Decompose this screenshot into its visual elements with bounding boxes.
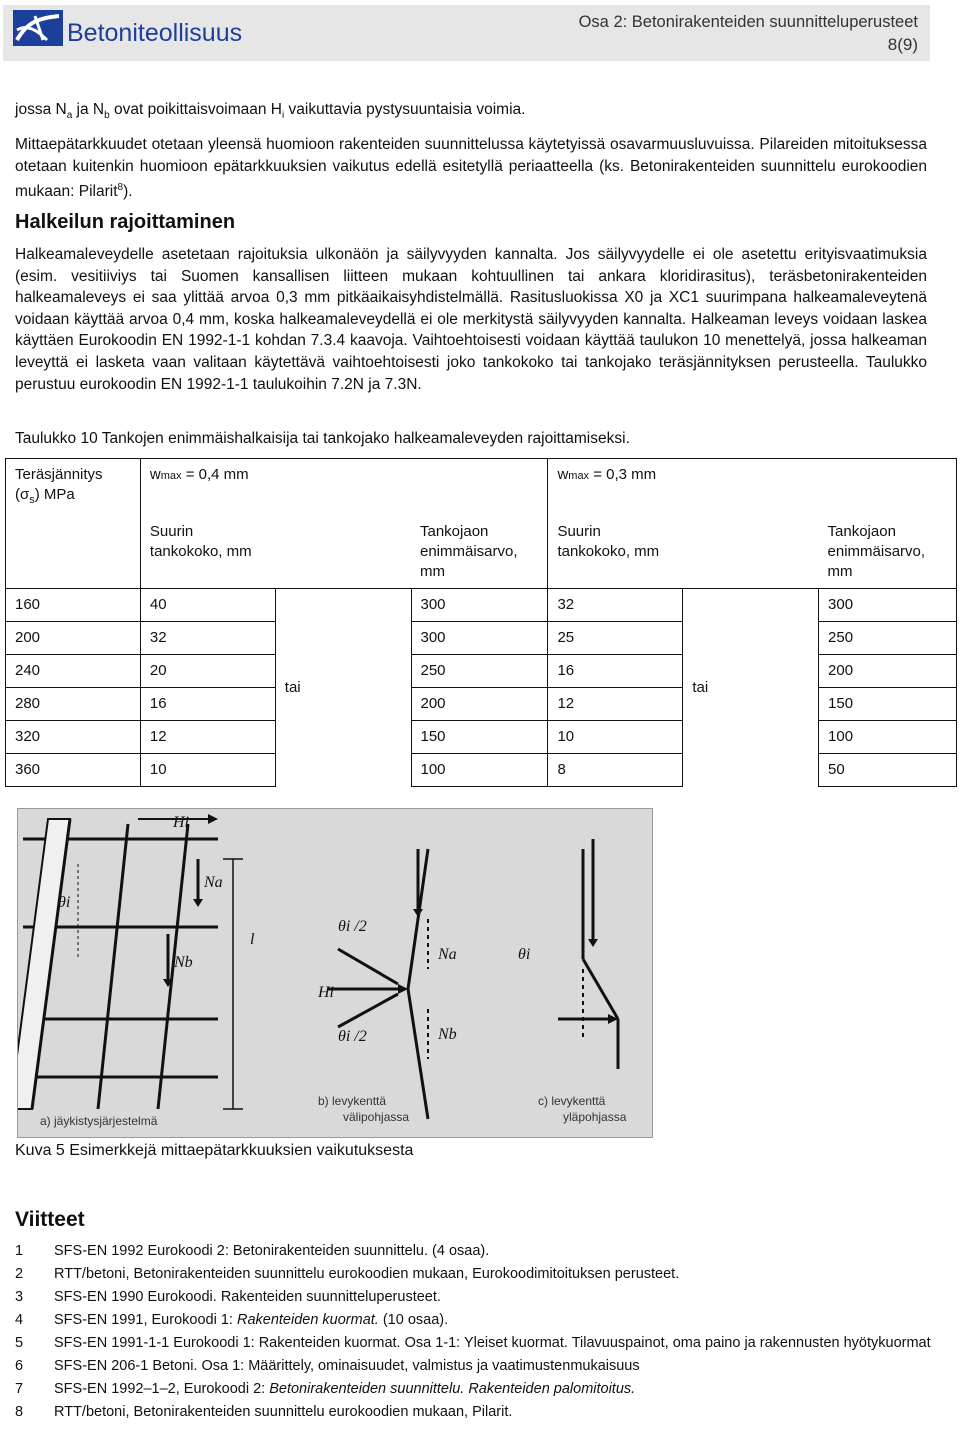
reference-number: 2 <box>15 1266 24 1282</box>
reference-item <box>15 1378 935 1401</box>
reference-text: SFS-EN 1992–1–2, Eurokoodi 2: Betonirakenteiden suunnittelu. Rakenteiden palomitoitus. <box>54 1381 636 1397</box>
reference-text: SFS-EN 1991, Eurokoodi 1: Rakenteiden kuormat. (10 osaa). <box>54 1312 449 1328</box>
fig-sym-hi: Hi <box>173 814 189 831</box>
col-spacing-04: Tankojaon enimmäisarvo, mm <box>411 516 548 589</box>
fig-sym-nb: Nb <box>174 954 193 971</box>
cell-size04: 32 <box>140 622 275 655</box>
fig-sym-l: l <box>250 931 255 948</box>
cell-size04: 12 <box>140 721 275 754</box>
cell-size03: 10 <box>548 721 683 754</box>
cell-size03: 25 <box>548 622 683 655</box>
fig-sym-theta-half-bottom: θi /2 <box>338 1028 367 1045</box>
cell-spacing03: 150 <box>819 688 957 721</box>
reference-text: SFS-EN 1990 Eurokoodi. Rakenteiden suunnitteluperusteet. <box>54 1289 441 1305</box>
cell-stress: 160 <box>6 589 141 622</box>
reference-number: 5 <box>15 1335 24 1351</box>
col-size-03: Suurin tankokoko, mm <box>548 516 683 589</box>
cell-stress: 360 <box>6 754 141 787</box>
figure-caption: Kuva 5 Esimerkkejä mittaepätarkkuuksien vaikutuksesta <box>15 1142 414 1159</box>
references-list <box>15 1240 935 1424</box>
or-cell-03 <box>683 589 819 787</box>
or-spacer-04 <box>275 516 411 589</box>
stress-header: Teräsjännitys $(\sigma_s)$ MPa <box>6 459 141 517</box>
section-heading: Halkeilun rajoittaminen <box>15 211 236 233</box>
reference-item <box>15 1355 935 1378</box>
cell-spacing04: 100 <box>411 754 548 787</box>
fig-sym-theta: θi <box>58 894 71 911</box>
reference-number: 4 <box>15 1312 24 1328</box>
reference-text: RTT/betoni, Betonirakenteiden suunnittelu eurokoodien mukaan, Pilarit. <box>54 1404 513 1420</box>
fig-label-b1: b) levykenttä <box>318 1094 387 1108</box>
reference-text: RTT/betoni, Betonirakenteiden suunnittelu eurokoodien mukaan, Eurokoodimitoituksen perusteet. <box>54 1266 680 1282</box>
betoniteollisuus-logo <box>13 10 63 46</box>
fig-label-b2: välipohjassa <box>343 1110 410 1124</box>
cell-spacing04: 250 <box>411 655 548 688</box>
cell-size03: 8 <box>548 754 683 787</box>
intro-paragraph-2: Mittaepätarkkuudet otetaan yleensä huomioon rakenteiden suunnittelussa käytetyissä osavarmuusluvuissa. Pilareiden mitoituksessa otetaan kuitenkin huomioon epätarkkuuksien vaikutus edellä esitetyllä periaatteella (ks. Betonirakenteiden suunnittelu eurokoodien mukaan: Pilarit$^8$). <box>15 136 927 201</box>
fig-sym-na-b: Na <box>438 946 457 963</box>
cell-size04: 16 <box>140 688 275 721</box>
intro-paragraph-1: jossa $N_a$ ja $N_b$ ovat poikittaisvoimaan $H_i$ vaikuttavia pystysuuntaisia voimia. <box>15 101 526 122</box>
reference-item <box>15 1401 935 1424</box>
table-header-row-1 <box>6 459 957 517</box>
section-body: Halkeamaleveydelle asetetaan rajoituksia ulkonäön ja säilyvyyden kannalta. Jos säilyvyydelle ei ole asetettu erityisvaatimuksia (esim. vesitiiviys tai Suomen kansallisen liitteen mukaan kohtuullinen tai ankara kloridirasitus), teräsbetonirakenteiden halkeamaleveys ei saa ylittää arvoa 0,3 mm pitkäaikaisyhdistelmällä. Rasitusluokissa X0 ja XC1 suurimpana halkeamaleveytenä voidaan käyttää arvoa 0,4 mm, koska halkeamaleveydellä ei ole merkitystä säilyvyyden kannalta. Halkeaman leveys voidaan laskea käyttäen Eurokoodin EN 1992-1-1 kohdan 7.3.4 kaavoja. Vaihtoehtoisesti voidaan käyttää taulukon 10 menettelyä, jossa halkeaman leveyttä ei lasketa vaan valitaan käytettävä vaihtoehtoisesti joko tankokoko tai tankojako teräsjännityksen perusteella. Taulukko perustuu eurokoodin EN 1992-1-1 taulukoihin 7.2N ja 7.3N. <box>15 246 927 393</box>
reference-number: 7 <box>15 1381 24 1397</box>
cell-spacing04: 300 <box>411 589 548 622</box>
wmax-03-header: wmax = 0,3 mm <box>548 459 957 517</box>
reference-number: 8 <box>15 1404 24 1420</box>
figure-drawing <box>18 809 652 1137</box>
reference-item <box>15 1309 935 1332</box>
fig-sym-theta-half-top: θi /2 <box>338 918 367 935</box>
document-title: Osa 2: Betonirakenteiden suunnitteluperusteet <box>578 13 918 31</box>
reference-item <box>15 1240 935 1263</box>
cell-stress: 200 <box>6 622 141 655</box>
cell-spacing03: 300 <box>819 589 957 622</box>
or-cell-04 <box>275 589 411 787</box>
reference-item <box>15 1286 935 1309</box>
reference-text: SFS-EN 1991-1-1 Eurokoodi 1: Rakenteiden kuormat. Osa 1-1: Yleiset kuormat. Tilavuuspainot, oma paino ja rakennusten hyötykuormat <box>54 1335 931 1351</box>
cell-stress: 240 <box>6 655 141 688</box>
panel-a <box>18 814 255 1128</box>
fig-label-c2: yläpohjassa <box>563 1110 627 1124</box>
cell-size04: 20 <box>140 655 275 688</box>
or-label: tai <box>692 678 709 696</box>
col-size-04: Suurin tankokoko, mm <box>140 516 275 589</box>
cell-size03: 32 <box>548 589 683 622</box>
reference-number: 3 <box>15 1289 24 1305</box>
cell-size04: 10 <box>140 754 275 787</box>
cell-spacing03: 50 <box>819 754 957 787</box>
table-caption: Taulukko 10 Tankojen enimmäishalkaisija tai tankojako halkeamaleveyden rajoittamiseksi. <box>15 430 630 447</box>
col-spacing-03: Tankojaon enimmäisarvo, mm <box>819 516 957 589</box>
cell-spacing03: 250 <box>819 622 957 655</box>
cell-size04: 40 <box>140 589 275 622</box>
brand-name: Betoniteollisuus <box>67 19 243 47</box>
reference-number: 1 <box>15 1243 24 1259</box>
reference-text: SFS-EN 1992 Eurokoodi 2: Betonirakenteiden suunnittelu. (4 osaa). <box>54 1243 490 1259</box>
crack-width-table <box>5 458 957 787</box>
fig-sym-hi-b: Hi <box>318 984 334 1001</box>
or-label: tai <box>284 678 301 696</box>
wmax-04-header: wmax = 0,4 mm <box>140 459 548 517</box>
panel-b <box>317 849 457 1124</box>
reference-item <box>15 1332 935 1355</box>
cell-spacing03: 100 <box>819 721 957 754</box>
cell-size03: 16 <box>548 655 683 688</box>
page-header <box>3 5 930 61</box>
cell-stress: 280 <box>6 688 141 721</box>
fig-label-a: a) jäykistysjärjestelmä <box>40 1114 158 1128</box>
cell-spacing04: 300 <box>411 622 548 655</box>
cell-size03: 12 <box>548 688 683 721</box>
reference-item <box>15 1263 935 1286</box>
cell-spacing03: 200 <box>819 655 957 688</box>
cell-spacing04: 200 <box>411 688 548 721</box>
or-spacer-03 <box>683 516 819 589</box>
fig-sym-na: Na <box>204 874 223 891</box>
reference-number: 6 <box>15 1358 24 1374</box>
table-row <box>6 589 957 622</box>
table-header-row-2 <box>6 516 957 589</box>
fig-label-c1: c) levykenttä <box>538 1094 606 1108</box>
cell-spacing04: 150 <box>411 721 548 754</box>
cell-stress: 320 <box>6 721 141 754</box>
panel-c <box>518 839 627 1124</box>
stress-header-cont <box>6 516 141 589</box>
fig-sym-nb-b: Nb <box>438 1026 457 1043</box>
page-number: 8(9) <box>887 35 918 54</box>
reference-text: SFS-EN 206-1 Betoni. Osa 1: Määrittely, ominaisuudet, valmistus ja vaatimustenmukaisuus <box>54 1358 640 1374</box>
fig-sym-theta-c: θi <box>518 946 531 963</box>
references-heading: Viitteet <box>15 1208 85 1231</box>
imperfection-figure <box>17 808 653 1138</box>
